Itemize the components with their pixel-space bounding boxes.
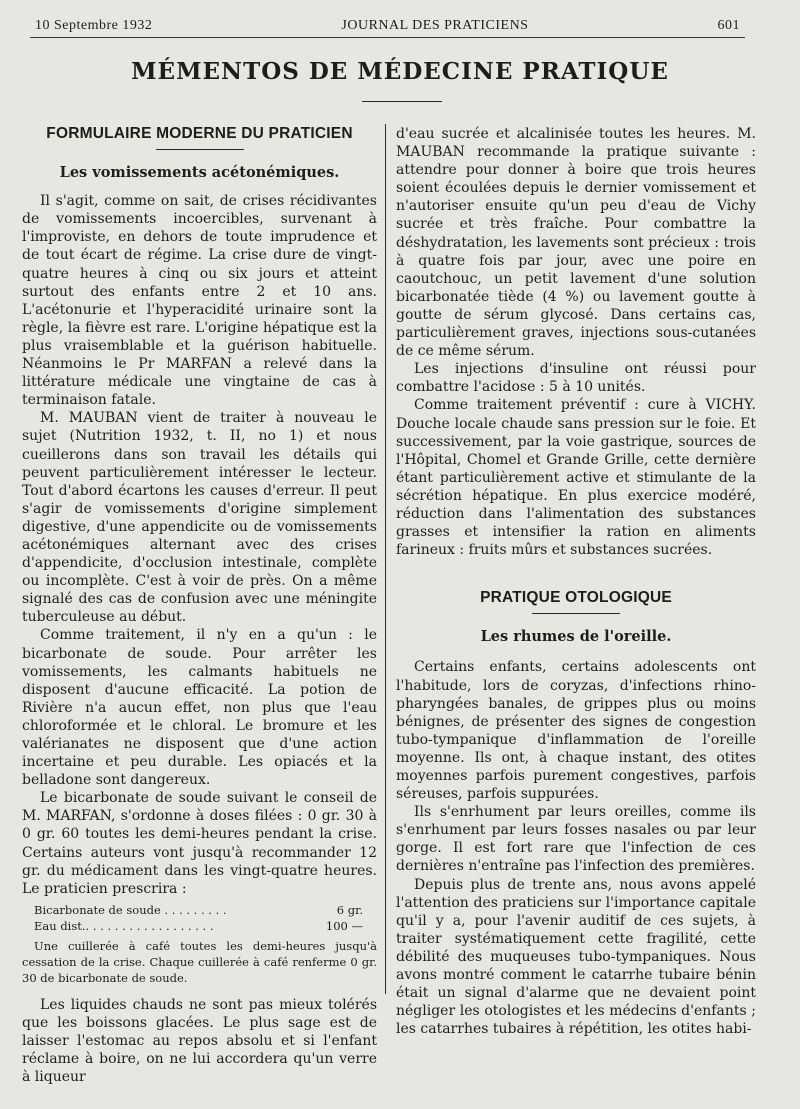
prescription-line [34,902,377,918]
paragraph: M. MAUBAN vient de traiter à nouveau le sujet (Nutrition 1932, t. II, no 1) et nous cueillerons dans son travail les détails qui peuvent particulièrement intéresser le lecteur. Tout d'abord écartons les causes d'erreur. Il peut s'agir de vomissements d'origine simplement digestive, d'une appendicite ou de vomissements acétonémiques alternant avec des crises d'appendicite, d'occlusion intestinale, complète ou incomplète. C'est à voir de près. On a même signalé des cas de confusion avec une méningite tuberculeuse au début. [22,410,377,626]
paragraph: Les injections d'insuline ont réussi pour combattre l'acidose : 5 à 10 unités. [396,361,756,396]
prescription-item: Eau dist.. . . . . . . . . . . . . . . . . . [34,918,214,933]
running-header [35,18,740,34]
header-page-number: 601 [717,18,740,33]
section-rule [156,149,244,150]
right-column [396,125,756,1038]
article-heading: Les rhumes de l'oreille. [480,628,672,646]
paragraph: Comme traitement préventif : cure à VICHY. Douche locale chaude sans pression sur le foie. Et successivement, par la voie gastrique, sources de l'Hôpital, Chomel et Grande Grille, cette dernière étant particulièrement active et stimulante de la sécrétion hépatique. En plus exercice modéré, réduction dans l'alimentation des substances grasses et intensifier la ration en aliments farineux : fruits mûrs et substances sucrées. [396,397,756,559]
prescription-dose: 6 gr. [336,902,363,917]
paragraph: Depuis plus de trente ans, nous avons appelé l'attention des praticiens sur l'importance capitale qu'il y a, pour l'avenir auditif de ces sujets, à traiter systématiquement cette fragilité, cette débilité des muqueuses tubo-tympaniques. Nous avons montré comment le catarrhe tubaire bénin était un signal d'alarme que ne devaient point négliger les otologistes et les médecins d'enfants ; les catarrhes tubaires à répétition, les otites habi- [396,876,756,1038]
paragraph: Comme traitement, il n'y en a qu'un : le bicarbonate de soude. Pour arrêter les vomissements, les calmants habituels ne disposent d'aucune efficacité. La potion de Rivière n'a aucun effet, non plus que l'eau chloroformée et le chloral. Le bromure et les valérianates ne disposent que d'une action incertaine et peu durable. Les opiacés et la belladone sont dangereux. [22,627,377,789]
prescription-note: Une cuillerée à café toutes les demi-heures jusqu'à cessation de la crise. Chaque cuillerée à café renferme 0 gr. 30 de bicarbonate de soude. [22,938,377,985]
article-heading: Les vomissements acétonémiques. [59,164,340,182]
page-title: MÉMENTOS DE MÉDECINE PRATIQUE [131,58,669,85]
paragraph: Ils s'enrhument par leurs oreilles, comme ils s'enrhument par leurs fosses nasales ou par leur gorge. Il est fort rare que l'infection de ces dernières n'entraîne pas l'infection des premières. [396,804,756,875]
prescription [34,902,377,934]
section-title-formulaire: FORMULAIRE MODERNE DU PRATICIEN [46,125,353,142]
header-rule [30,37,745,38]
paragraph: d'eau sucrée et alcalinisée toutes les heures. M. MAUBAN recommande la pratique suivante : attendre pour donner à boire que trois heures soient écoulées depuis le dernier vomissement et n'autoriser ensuite qu'un peu d'eau de Vichy sucrée et très fraîche. Pour combattre la déshydratation, les lavements sont précieux : trois à quatre fois par jour, avec une poire en caoutchouc, un petit lavement d'une solution bicarbonatée tiède (4 %) ou lavement goutte à goutte de sérum glycosé. Dans certains cas, particulièrement graves, injections sous-cutanées de ce même sérum. [396,126,756,360]
prescription-dose: 100 — [325,918,363,933]
paragraph: Certains enfants, certains adolescents ont l'habitude, lors de coryzas, d'infections rhino-pharyngées banales, de grippes plus ou moins bénignes, de présenter des signes de congestion tubo-tympanique d'inflammation de l'oreille moyenne. Ils ont, à chaque instant, des otites moyennes parfois purement congestives, parfois séreuses, parfois suppurées. [396,659,756,803]
prescription-item: Bicarbonate de soude . . . . . . . . . [34,902,227,917]
left-column [22,125,377,1086]
prescription-line [34,918,377,934]
section-title-otologique: PRATIQUE OTOLOGIQUE [480,589,672,607]
header-journal: JOURNAL DES PRATICIENS [341,18,529,33]
header-date: 10 Septembre 1932 [35,18,153,33]
paragraph: Les liquides chauds ne sont pas mieux tolérés que les boissons glacées. Le plus sage est de laisser l'estomac au repos absolu et si l'enfant réclame à boire, on ne lui accordera qu'un verre à liqueur [22,996,377,1086]
title-rule [362,101,442,102]
paragraph: Il s'agit, comme on sait, de crises récidivantes de vomissements incoercibles, survenant à l'improviste, en dehors de toute imprudence et de tout écart de régime. La crise dure de vingt-quatre heures à cinq ou six jours et atteint surtout des enfants entre 2 et 10 ans. L'acétonurie et l'hyperacidité urinaire sont la règle, la fièvre est rare. L'origine hépatique est la plus vraisemblable et la guérison habituelle. Néanmoins le Pr MARFAN a relevé dans la littérature médicale une vingtaine de cas à terminaison fatale. [22,193,377,409]
paragraph: Le bicarbonate de soude suivant le conseil de M. MARFAN, s'ordonne à doses filées : 0 gr. 30 à 0 gr. 60 toutes les demi-heures pendant la crise. Certains auteurs vont jusqu'à recommander 12 gr. du médicament dans les vingt-quatre heures. Le praticien prescrira : [22,790,377,897]
section-rule [532,613,620,614]
column-divider [385,124,386,994]
